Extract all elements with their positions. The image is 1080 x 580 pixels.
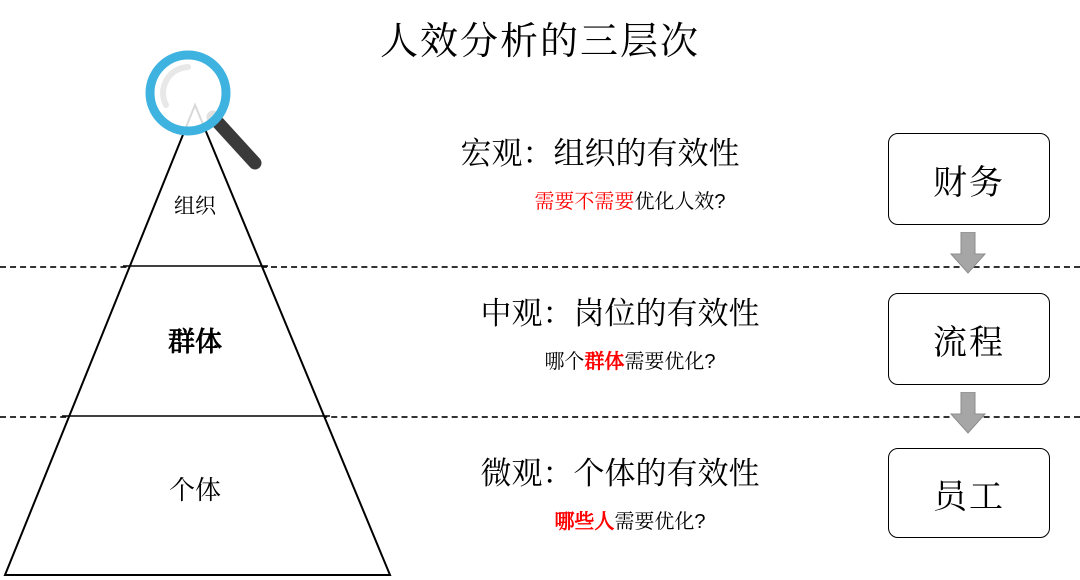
row-meso-question-suffix: 需要优化?	[624, 351, 716, 373]
outcome-box-employee: 员工	[888, 448, 1050, 538]
row-meso-question	[330, 345, 870, 374]
row-meso-text	[330, 288, 870, 374]
pyramid-level-label-organization: 组织	[174, 195, 216, 218]
row-meso-question-highlight: 群体	[584, 351, 625, 373]
row-macro-question	[330, 185, 870, 214]
row-micro-question	[330, 505, 870, 534]
outcome-box-finance: 财务	[888, 133, 1050, 225]
pyramid-level-label-individual: 个体	[168, 475, 221, 505]
down-arrow-icon-finance-to-process	[950, 232, 986, 274]
row-macro-question-suffix: 优化人效?	[634, 191, 726, 213]
page-title: 人效分析的三层次	[379, 21, 700, 63]
row-micro-question-highlight: 哪些人	[554, 511, 615, 533]
row-micro-heading: 微观：个体的有效性	[480, 456, 760, 491]
row-macro-text	[330, 128, 870, 214]
magnifier-icon	[110, 45, 290, 185]
row-micro-text	[330, 448, 870, 534]
row-meso-heading: 中观：岗位的有效性	[480, 296, 760, 331]
row-meso-question-prefix: 哪个	[544, 351, 585, 373]
pyramid-level-label-group: 群体	[168, 327, 222, 357]
row-macro-heading: 宏观：组织的有效性	[460, 136, 740, 171]
outcome-box-process: 流程	[888, 293, 1050, 385]
row-macro-question-highlight: 需要不需要	[534, 191, 635, 213]
down-arrow-icon-process-to-employee	[950, 392, 986, 434]
row-micro-question-suffix: 需要优化?	[614, 511, 706, 533]
